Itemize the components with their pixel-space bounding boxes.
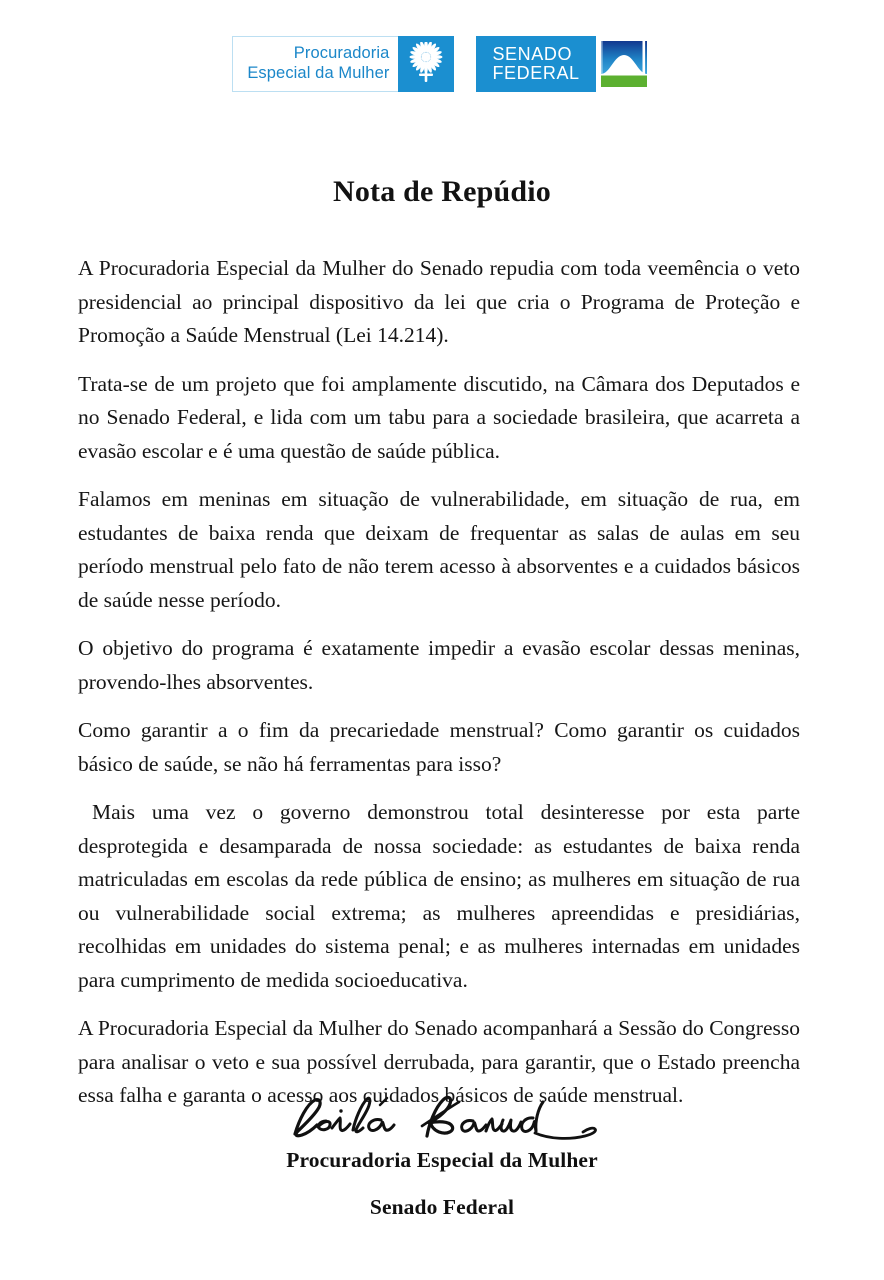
paragraph: A Procuradoria Especial da Mulher do Senado repudia com toda veemência o veto presidencial ao principal dispositivo da lei que cria o Programa de Proteção e Promoção a Saúde Menstrual (Lei 14.214). — [78, 256, 800, 347]
handwritten-signature-icon — [277, 1090, 607, 1152]
paragraph: Como garantir a o fim da precariedade menstrual? Como garantir os cuidados básico de saúde, se não há ferramentas para isso? — [78, 718, 800, 776]
senate-dome-icon — [598, 38, 650, 90]
senado-wordmark — [476, 36, 595, 92]
paragraph: A Procuradoria Especial da Mulher do Senado acompanhará a Sessão do Congresso para analisar o veto e sua possível derrubada, para garantir, que o Estado preencha essa falha e garanta o acesso aos cuidados básicos de saúde menstrual. — [78, 1016, 800, 1107]
senado-logo-line1: SENADO — [492, 44, 573, 64]
senado-federal-logo — [476, 36, 651, 92]
paragraph: Trata-se de um projeto que foi amplamente discutido, na Câmara dos Deputados e no Senado Federal, e lida com um tabu para a sociedade brasileira, que acarreta a evasão escolar e é uma questão de saúde pública. — [78, 371, 800, 463]
signature-name-line: Procuradoria Especial da Mulher — [286, 1148, 598, 1172]
paragraph: Mais uma vez o governo demonstrou total desinteresse por esta parte desprotegida e desamparada de nossa sociedade: as estudantes de baixa renda matriculadas em escolas da rede pública de ensino; as mulheres em situação de rua ou vulnerabilidade social extrema; as mulheres apreendidas e presidiárias, recolhidas em unidades do sistema penal; e as mulheres internadas em unidades para cumprimento de medida socioeducativa. — [78, 800, 800, 992]
pem-logo-line2: Especial da Mulher — [247, 63, 390, 82]
paragraph: Falamos em meninas em situação de vulnerabilidade, em situação de rua, em estudantes de baixa renda que deixam de frequentar as salas de aulas em seu período menstrual pelo fato de não terem acesso à absorventes e a cuidados básicos de saúde nesse período. — [78, 487, 800, 612]
pem-mark — [398, 36, 454, 92]
logo-separator-gap — [454, 36, 476, 92]
pem-wordmark — [232, 36, 398, 92]
paragraph: O objetivo do programa é exatamente impedir a evasão escolar dessas meninas, provendo-lhes absorventes. — [78, 636, 800, 694]
senado-mark — [596, 36, 652, 92]
senado-logo-line2: FEDERAL — [492, 63, 580, 83]
document-body — [78, 252, 800, 1128]
letterhead — [0, 36, 884, 92]
signature-org-line: Senado Federal — [369, 1195, 515, 1219]
pem-logo-line1: Procuradoria — [293, 44, 390, 62]
logo-group — [232, 36, 651, 92]
procuradoria-especial-da-mulher-logo — [232, 36, 454, 92]
page-title: Nota de Repúdio — [332, 175, 552, 209]
signature-block — [0, 1090, 884, 1220]
flower-female-symbol-icon — [406, 42, 446, 86]
